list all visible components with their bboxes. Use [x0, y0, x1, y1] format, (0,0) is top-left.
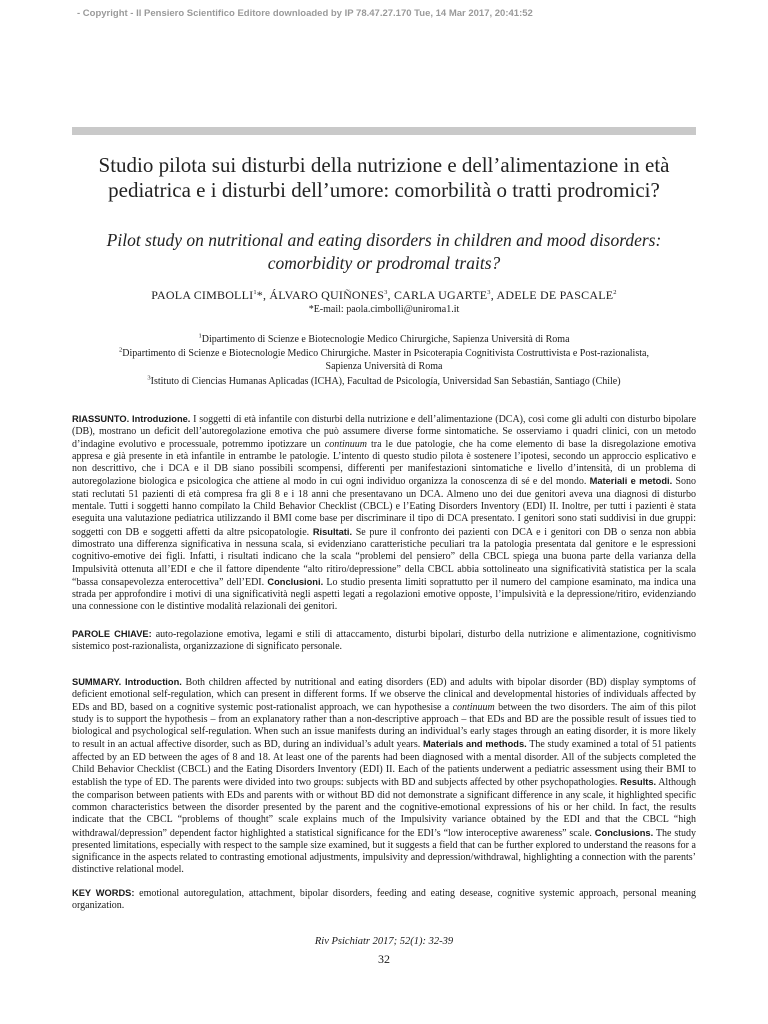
riassunto-intro-cont: tra le due patologie, che ha come elemento di base la disregolazione emotiva appresa e già presente in età infantile in entrambe le patologie. L’intento di questo studio pilota è sostenere l’ipotesi, secondo un approccio esplicativo e non descrittivo, che i DCA e il DB siano possibili scompensi, differenti per manifestazioni sintomatiche e livello d’intensità, di un problema di autoregolazione biologica e psicologica che attiene al modo in cui ogni individuo organizza la conoscenza di sé e del mondo.	[72, 438, 696, 488]
summary-methods: The study examined a total of 51 patients affected by an ED between the ages of 8 and 18. At least one of the parents had been diagnosed with a mental disorder. All of the subjects completed the Child Behavior Checklist (CBCL) and the Eating Disorders Inventory (EDI) II. Each of the patients underwent a pediatric assessment using their BMI to establish the type of ED. The parents were divided into two groups: subjects with BD and subjects affected by other psychopathologies.	[72, 739, 697, 789]
journal-citation: Riv Psichiatr 2017; 52(1): 32-39	[314, 936, 454, 947]
affiliation-2-text: Dipartimento di Scienze e Biotecnologie Medico Chirurgiche. Master in Psicoterapia Cognitivista Costruttivista e Post-razionalista,	[122, 348, 649, 359]
parole-chiave-heading: PAROLE CHIAVE:	[72, 629, 152, 639]
affiliation-2	[72, 347, 696, 373]
author-3: CARLA UGARTE	[393, 288, 488, 302]
summary-continuum: continuum	[452, 701, 495, 713]
title-it-line1: Studio pilota sui disturbi della nutrizione e dell’alimentazione in età	[98, 153, 670, 177]
summary-conclusions-heading: Conclusions.	[594, 827, 654, 838]
affiliation-2-text-line2: Sapienza Università di Roma	[325, 361, 443, 372]
summary-results: Although the comparison between patients with EDs and parents with or without BD did not demonstrate a significant difference in any scale, it highlighted specific common characteristics between the disorder presented by the parent and the cognitive-emotional expressions of his or her child. In fact, the results indicate that the CBCL “problems of thought” scale explains much of the Impulsivity variance obtained by the EDI and that the CBCL “high withdrawal/depression” dependent factor highlighted a statistical significance for the EDI’s “low interoceptive awareness” scale.	[72, 777, 696, 839]
author-2-affiliation: 3	[384, 289, 388, 296]
summary-intro-cont: between the two disorders. The aim of this pilot study is to support the hypothesis – from an explanatory rather than a non-descriptive approach – that EDs and BD are the possible result of issues tied to biological and psychological self-regulation. When such an issue manifests during an individual’s early stages through an eating disorder, it is more likely to result in an actual affective disorder, such as BD, during an individual’s adult years.	[72, 701, 697, 751]
riassunto-intro: I soggetti di età infantile con disturbi della nutrizione e dell’alimentazione (DCA), così come gli adulti con disturbo bipolare (DB), mostrano un deficit dell’autoregolazione emotiva che può assumere diverse forme sintomatiche. Se osserviamo i quadri clinici, con un metodo d’indagine evolutivo e processuale, potremmo ipotizzare un	[72, 414, 697, 450]
affiliation-3-text: Istituto di Ciencias Humanas Aplicadas (ICHA), Facultad de Psicología, Universidad San Sebastián, Santiago (Chile)	[150, 376, 621, 387]
parole-chiave-text: auto-regolazione emotiva, legami e stili di attaccamento, disturbi bipolari, disturbo della nutrizione e alimentazione, cognitivismo sistemico post-razionalista, organizzazione di significato personale.	[72, 629, 696, 653]
affiliation-1-number: 1	[198, 332, 202, 340]
riassunto-methods-heading: Materiali e metodi.	[589, 476, 673, 487]
summary-conclusions: The study presented limitations, especially with respect to the sample size examined, but it suggests a field that can be further explored to understand the reasons for a significance in the aspects related to contrasting emotional adjustments, impulsivity and depression/withdrawal, highlighting a connection with the parents’ distinctive relational model.	[72, 827, 696, 876]
riassunto-conclusions-heading: Conclusioni.	[267, 576, 324, 587]
article-title-italian	[72, 153, 696, 203]
affiliation-1	[72, 333, 696, 346]
page-number: 32	[378, 952, 390, 966]
affiliation-2-number: 2	[119, 346, 123, 354]
summary-heading: SUMMARY. Introduction.	[72, 677, 182, 687]
corresponding-mark: *	[256, 288, 263, 302]
keywords-english	[72, 887, 696, 913]
title-en-line2: comorbidity or prodromal traits?	[267, 253, 501, 273]
author-separator: ,	[490, 288, 497, 302]
copyright-notice: - Copyright - Il Pensiero Scientifico Editore downloaded by IP 78.47.27.170 Tue, 14 Mar 2017, 20:41:52	[77, 8, 533, 19]
author-3-affiliation: 3	[487, 289, 491, 296]
author-separator: ,	[262, 288, 270, 302]
author-list	[72, 288, 696, 302]
keywords-italian	[72, 628, 696, 654]
article-title-english	[72, 229, 696, 275]
key-words-text: emotional autoregulation, attachment, bipolar disorders, feeding and eating desease, cognitive systemic approach, personal meaning organization.	[72, 888, 696, 912]
author-2: ÁLVARO QUIÑONES	[269, 288, 385, 302]
title-en-line1: Pilot study on nutritional and eating disorders in children and mood disorders:	[106, 230, 662, 250]
abstract-italian	[72, 413, 696, 614]
summary-methods-heading: Materials and methods.	[422, 739, 527, 750]
title-it-line2: pediatrica e i disturbi dell’umore: comorbilità o tratti prodromici?	[108, 178, 660, 202]
author-1-affiliation: 1	[253, 289, 257, 296]
key-words-heading: KEY WORDS:	[72, 888, 135, 898]
author-1: PAOLA CIMBOLLI	[151, 288, 254, 302]
author-4-affiliation: 2	[613, 289, 617, 296]
affiliation-1-text: Dipartimento di Scienze e Biotecnologie Medico Chirurgiche, Sapienza Università di Roma	[201, 334, 570, 345]
author-4: ADELE DE PASCALE	[496, 288, 614, 302]
affiliation-3	[72, 375, 696, 388]
abstract-english	[72, 676, 696, 877]
riassunto-results-heading: Risultati.	[312, 526, 353, 537]
summary-intro: Both children affected by nutritional and eating disorders (ED) and adults with bipolar disorder (BD) display symptoms of deficient emotional self-regulation, which can present in different forms. If we observe the clinical and developmental histories of individuals affected by EDs and BD, based on a cognitive systemic post-rationalist approach, we can hypothesise a	[72, 677, 696, 713]
summary-results-heading: Results.	[619, 777, 657, 788]
riassunto-methods: Sono stati reclutati 51 pazienti di età compresa fra gli 8 e i 18 anni che presentavano un DCA. Almeno uno dei due genitori aveva una diagnosi di disturbo mentale. Tutti i soggetti hanno compilato la Child Behavior Checklist (CBCL) e l’Eating Disorders Inventory (EDI) II. Inoltre, per tutti i pazienti è stata eseguita una valutazione pediatrica utilizzando il BMI come base per discriminare il tipo di DCA presentato. I genitori sono stati suddivisi in due gruppi: soggetti con DB e soggetti affetti da altre psicopatologie.	[72, 476, 696, 538]
riassunto-results: Se pure il confronto dei pazienti con DCA e i genitori con DB o senza non abbia dimostrato una differenza significativa in nessuna scala, si evidenziano caratteristiche peculiari tra la patologia presentata dal genitore e le espressioni cognitivo-emotive dei figli. Infatti, i risultati indicano che la scala “problemi del pensiero” della CBCL spiega una buona parte della varianza della Impulsività ottenuta all’EDI e che il fattore dipendente “alto ritiro/depressione” della CBCL abbia sottolineato una significatività statistica per la scala “bassa consapevolezza enterocettiva” dell’EDI.	[72, 526, 696, 588]
corresponding-email: *E-mail: paola.cimbolli@uniroma1.it	[308, 304, 460, 315]
author-separator: ,	[387, 288, 394, 302]
riassunto-heading: RIASSUNTO. Introduzione.	[72, 414, 191, 424]
affiliation-3-number: 3	[147, 374, 151, 382]
header-rule	[72, 127, 696, 135]
riassunto-conclusions: Lo studio presenta limiti soprattutto per il numero del campione esaminato, ma indica una strada per approfondire i motivi di una significatività negli aspetti legati a regolazioni emotive opposte, l’impulsività e la depressione/ritiro, evidenziando una connessione con le distintive modalità relazionali dei genitori.	[72, 576, 696, 613]
riassunto-continuum: continuum	[324, 438, 367, 450]
